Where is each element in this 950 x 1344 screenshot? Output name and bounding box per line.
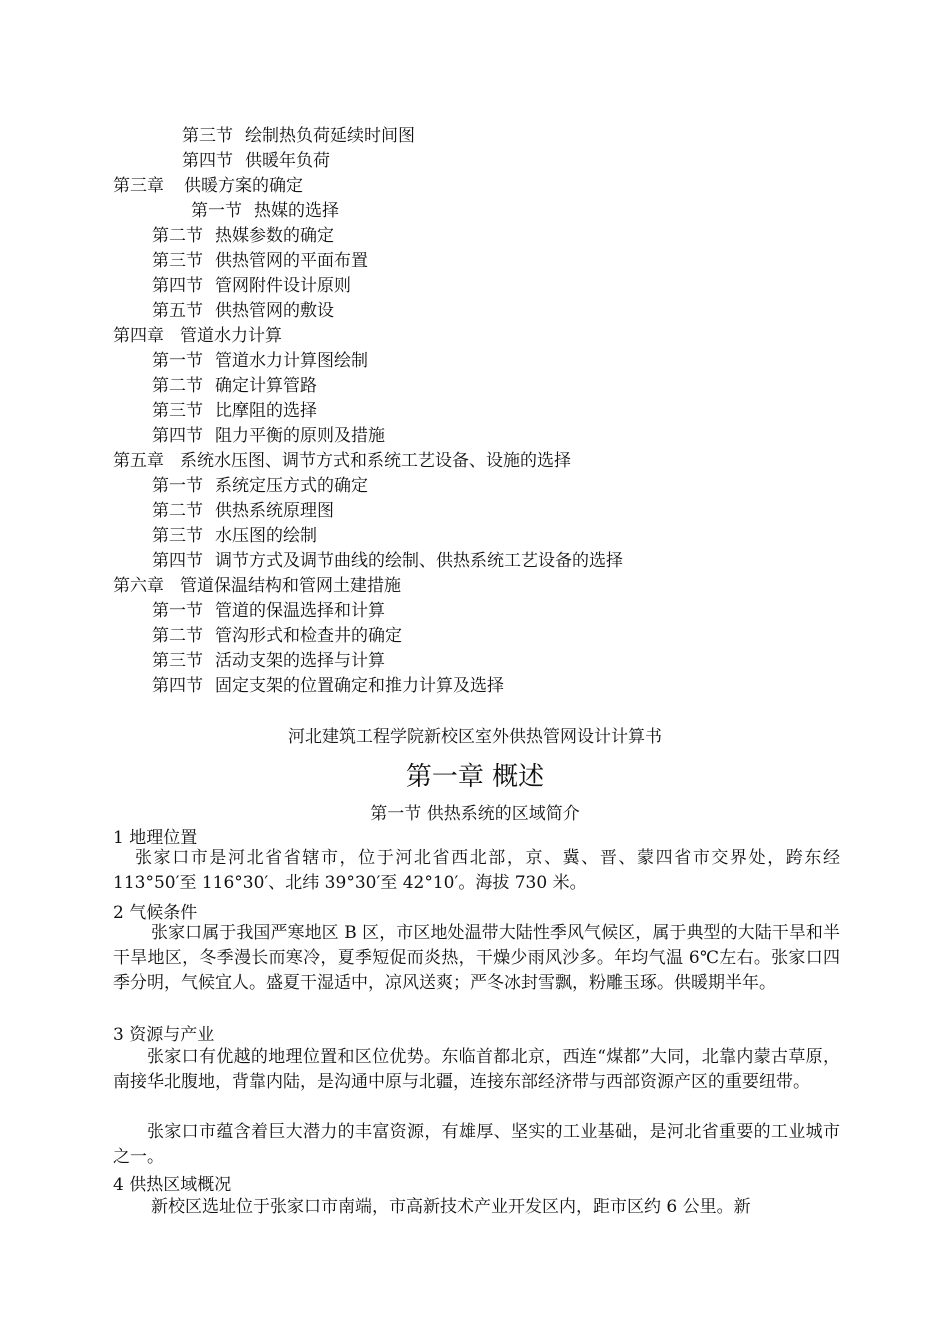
toc-title: 供暖年负荷 <box>245 151 330 171</box>
toc-title: 系统定压方式的确定 <box>215 476 368 496</box>
toc-number: 第五节 <box>152 301 203 321</box>
toc-section-line <box>152 275 351 297</box>
body-paragraph: 张家口有优越的地理位置和区位优势。东临首都北京，西连“煤都”大同，北靠内蒙古草原，南接华北腹地，背靠内陆，是沟通中原与北疆，连接东部经济带与西部资源产区的重要纽带。 <box>113 1047 840 1092</box>
toc-section-line <box>152 650 385 672</box>
toc-title: 管道水力计算 <box>180 326 282 346</box>
section-title: 第一节 供热系统的区域简介 <box>370 804 580 824</box>
subsection-heading: 3 资源与产业 <box>113 1025 215 1045</box>
toc-section-line <box>152 425 385 447</box>
toc-title: 管道保温结构和管网土建措施 <box>180 576 401 596</box>
toc-number: 第四节 <box>152 551 203 571</box>
toc-title: 阻力平衡的原则及措施 <box>215 426 385 446</box>
toc-title: 水压图的绘制 <box>215 526 317 546</box>
toc-title: 供热管网的敷设 <box>215 301 334 321</box>
body-paragraph: 张家口市是河北省省辖市，位于河北省西北部，京、冀、晋、蒙四省市交界处，跨东经 113°50′至 116°30′、北纬 39°30′至 42°10′。海拔 730 米。 <box>113 848 840 893</box>
toc-title: 调节方式及调节曲线的绘制、供热系统工艺设备的选择 <box>215 551 623 571</box>
toc-section-line <box>152 250 368 272</box>
body-paragraph: 张家口市蕴含着巨大潜力的丰富资源，有雄厚、坚实的工业基础，是河北省重要的工业城市之一。 <box>113 1122 840 1167</box>
toc-section-line <box>152 600 385 622</box>
body-paragraph: 张家口属于我国严寒地区 B 区，市区地处温带大陆性季风气候区，属于典型的大陆干旱和半干旱地区，冬季漫长而寒冷，夏季短促而炎热，干燥少雨风沙多。年均气温 6℃左右。张家口四季分明，气候宜人。盛夏干湿适中，凉风送爽；严冬冰封雪飘，粉雕玉琢。供暖期半年。 <box>113 923 840 993</box>
toc-section-line <box>152 375 317 397</box>
toc-number: 第二节 <box>152 626 203 646</box>
toc-number: 第三节 <box>182 126 233 146</box>
toc-section-line <box>152 550 623 572</box>
toc-title: 系统水压图、调节方式和系统工艺设备、设施的选择 <box>180 451 571 471</box>
toc-title: 管道的保温选择和计算 <box>215 601 385 621</box>
toc-number: 第一节 <box>191 201 242 221</box>
toc-title: 供热管网的平面布置 <box>215 251 368 271</box>
toc-section-line <box>152 525 317 547</box>
toc-section-line <box>152 500 334 522</box>
toc-number: 第三章 <box>113 176 164 196</box>
toc-section-line <box>182 125 415 147</box>
toc-number: 第一节 <box>152 351 203 371</box>
toc-title: 活动支架的选择与计算 <box>215 651 385 671</box>
toc-number: 第三节 <box>152 526 203 546</box>
toc-section-line <box>152 300 334 322</box>
toc-section-line <box>152 225 334 247</box>
toc-title: 固定支架的位置确定和推力计算及选择 <box>215 676 504 696</box>
toc-number: 第三节 <box>152 251 203 271</box>
toc-title: 比摩阻的选择 <box>215 401 317 421</box>
toc-number: 第二节 <box>152 501 203 521</box>
toc-chapter-line <box>113 450 571 472</box>
toc-title: 绘制热负荷延续时间图 <box>245 126 415 146</box>
toc-number: 第六章 <box>113 576 164 596</box>
chapter-title: 第一章 概述 <box>405 762 545 792</box>
toc-title: 热媒参数的确定 <box>215 226 334 246</box>
body-paragraph: 新校区选址位于张家口市南端，市高新技术产业开发区内，距市区约 6 公里。新 <box>151 1197 751 1217</box>
toc-number: 第四节 <box>152 276 203 296</box>
subsection-heading: 2 气候条件 <box>113 903 198 923</box>
toc-title: 管网附件设计原则 <box>215 276 351 296</box>
toc-number: 第四节 <box>152 676 203 696</box>
toc-number: 第四章 <box>113 326 164 346</box>
document-title: 河北建筑工程学院新校区室外供热管网设计计算书 <box>288 727 662 747</box>
toc-title: 热媒的选择 <box>254 201 339 221</box>
toc-title: 供暖方案的确定 <box>184 176 303 196</box>
toc-number: 第二节 <box>152 226 203 246</box>
toc-number: 第二节 <box>152 376 203 396</box>
toc-number: 第五章 <box>113 451 164 471</box>
toc-section-line <box>152 675 504 697</box>
toc-title: 管道水力计算图绘制 <box>215 351 368 371</box>
toc-section-line <box>182 150 330 172</box>
subsection-heading: 1 地理位置 <box>113 828 198 848</box>
toc-number: 第四节 <box>182 151 233 171</box>
toc-chapter-line <box>113 175 303 197</box>
toc-section-line <box>152 475 368 497</box>
subsection-heading: 4 供热区域概况 <box>113 1175 232 1195</box>
toc-number: 第四节 <box>152 426 203 446</box>
toc-section-line <box>152 350 368 372</box>
toc-section-line <box>191 200 339 222</box>
toc-title: 供热系统原理图 <box>215 501 334 521</box>
toc-number: 第三节 <box>152 401 203 421</box>
toc-number: 第一节 <box>152 476 203 496</box>
toc-number: 第一节 <box>152 601 203 621</box>
toc-section-line <box>152 400 317 422</box>
toc-title: 确定计算管路 <box>215 376 317 396</box>
toc-number: 第三节 <box>152 651 203 671</box>
toc-title: 管沟形式和检查井的确定 <box>215 626 402 646</box>
toc-chapter-line <box>113 575 401 597</box>
toc-section-line <box>152 625 402 647</box>
toc-chapter-line <box>113 325 282 347</box>
